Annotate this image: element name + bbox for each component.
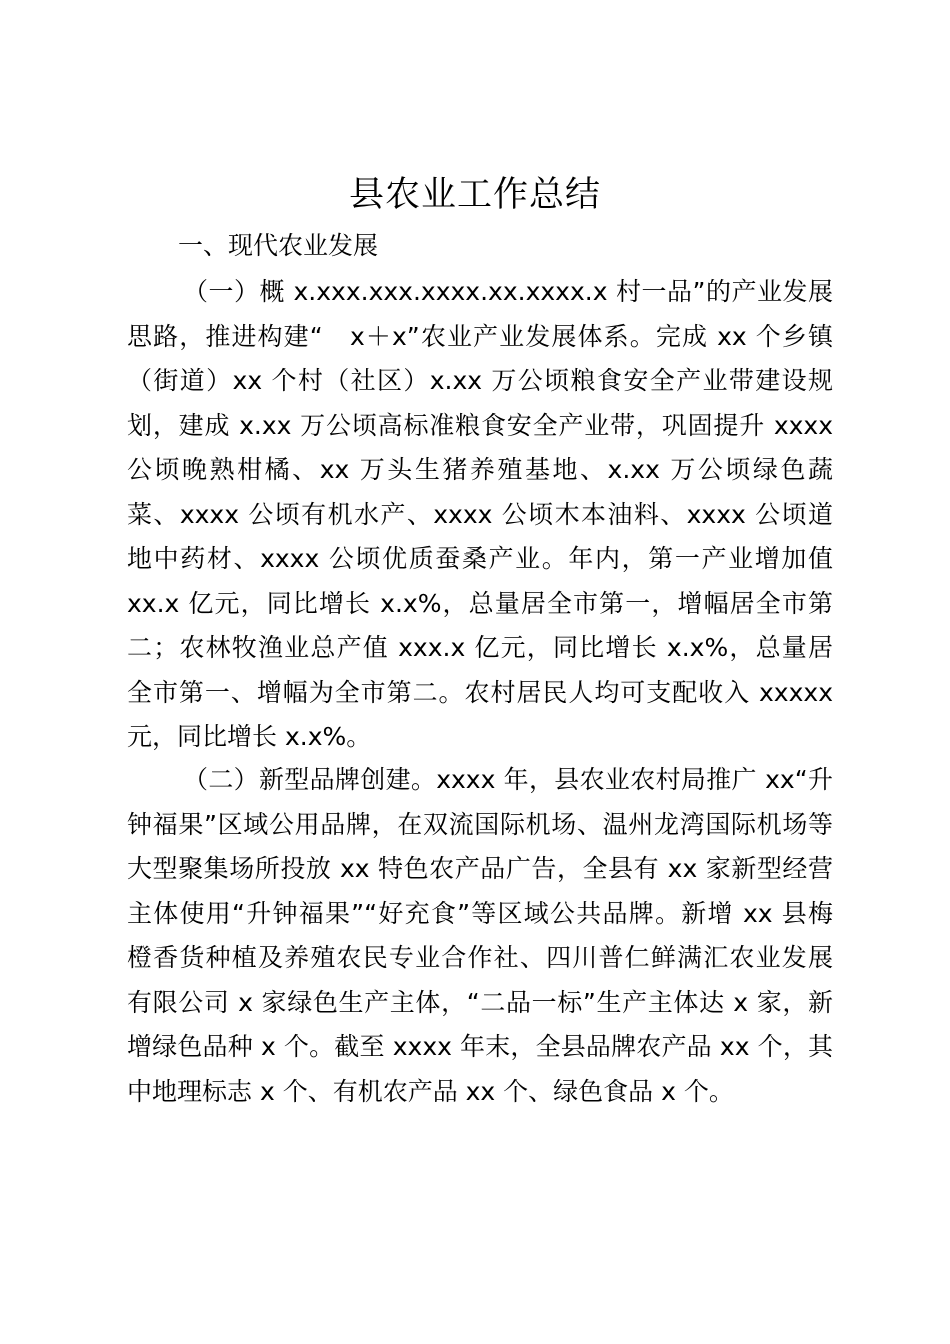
paragraph-line: 公顷晚熟柑橘、xx 万头生猪养殖基地、x.xx 万公顷绿色蔬 <box>127 455 833 484</box>
paragraph-modern-agriculture <box>127 270 833 760</box>
paragraph-brand-creation <box>127 758 833 1114</box>
paragraph-line: 大型聚集场所投放 xx 特色农产品广告，全县有 xx 家新型经营 <box>127 854 833 883</box>
paragraph-line: 二；农林牧渔业总产值 xxx.x 亿元，同比增长 x.x%，总量居 <box>127 633 833 662</box>
paragraph-line: 地中药材、xxxx 公顷优质蚕桑产业。年内，第一产业增加值 <box>127 544 833 573</box>
paragraph-line: 增绿色品种 x 个。截至 xxxx 年末，全县品牌农产品 xx 个，其 <box>127 1032 833 1061</box>
paragraph-line: xx.x 亿元，同比增长 x.x%，总量居全市第一，增幅居全市第 <box>127 588 833 618</box>
paragraph-line: （街道）xx 个村（社区）x.xx 万公顷粮食安全产业带建设规 <box>127 366 833 395</box>
paragraph-line: 有限公司 x 家绿色生产主体，“二品一标”生产主体达 x 家，新 <box>127 987 833 1017</box>
paragraph-line: 思路，推进构建“ x＋x”农业产业发展体系。完成 xx 个乡镇 <box>127 321 833 351</box>
paragraph-line: 中地理标志 x 个、有机农产品 xx 个、绿色食品 x 个。 <box>127 1076 734 1106</box>
paragraph-line: 划，建成 x.xx 万公顷高标准粮食安全产业带，巩固提升 xxxx <box>127 410 833 440</box>
paragraph-line: （一）概 x.xxx.xxx.xxxx.xx.xxxx.x 村一品”的产业发展 <box>183 277 833 306</box>
paragraph-line: 全市第一、增幅为全市第二。农村居民人均可支配收入 xxxxx <box>127 677 833 707</box>
paragraph-line: 主体使用“升钟福果”“好充食”等区域公共品牌。新增 xx 县梅 <box>127 898 833 928</box>
section-heading: 一、现代农业发展 <box>178 231 379 260</box>
paragraph-line: 橙香货种植及养殖农民专业合作社、四川普仁鲜满汇农业发展 <box>127 943 833 972</box>
paragraph-line: 元，同比增长 x.x%。 <box>127 722 372 751</box>
paragraph-line: 菜、xxxx 公顷有机水产、xxxx 公顷木本油料、xxxx 公顷道 <box>127 499 833 529</box>
paragraph-line: 钟福果”区域公用品牌，在双流国际机场、温州龙湾国际机场等 <box>127 809 833 839</box>
document-title: 县农业工作总结 <box>348 175 601 215</box>
paragraph-line: （二）新型品牌创建。xxxx 年，县农业农村局推广 xx“升 <box>183 765 833 794</box>
